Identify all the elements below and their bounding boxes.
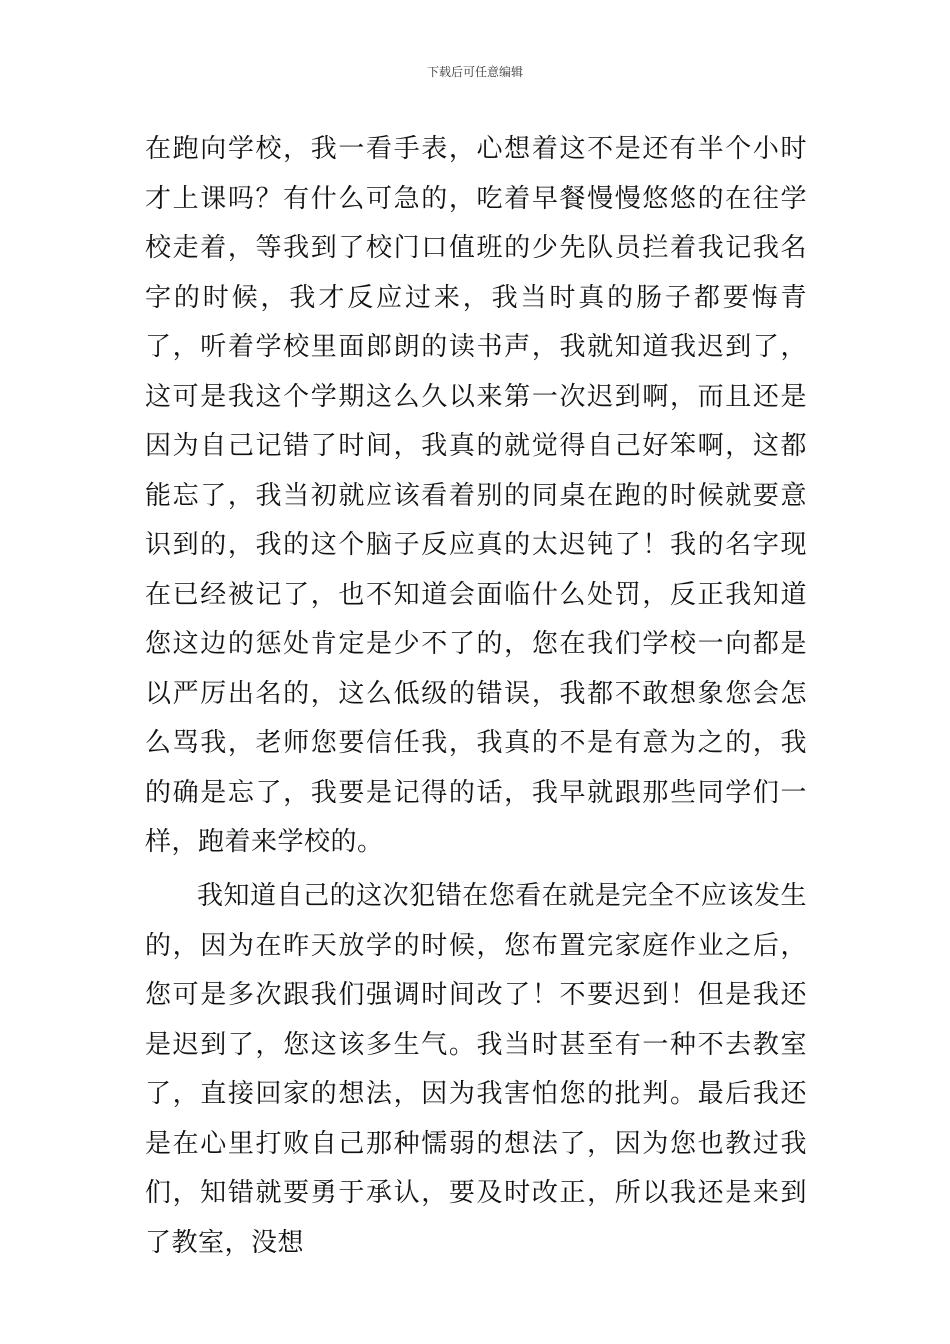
body-paragraph-1: 在跑向学校，我一看手表，心想着这不是还有半个小时才上课吗？有什么可急的，吃着早餐慢慢悠悠的在往学校走着，等我到了校门口值班的少先队员拦着我记我名字的时候，我才反应过来，我当时真的肠子都要悔青了，听着学校里面郎朗的读书声，我就知道我迟到了，这可是我这个学期这么久以来第一次迟到啊，而且还是因为自己记错了时间，我真的就觉得自己好笨啊，这都能忘了，我当初就应该看着别的同桌在跑的时候就要意识到的，我的这个脑子反应真的太迟钝了！我的名字现在已经被记了，也不知道会面临什么处罚，反正我知道您这边的惩处肯定是少不了的，您在我们学校一向都是以严厉出名的，这么低级的错误，我都不敢想象您会怎么骂我，老师您要信任我，我真的不是有意为之的，我的确是忘了，我要是记得的话，我早就跟那些同学们一样，跑着来学校的。 [145,134,807,857]
body-paragraph-2: 我知道自己的这次犯错在您看在就是完全不应该发生的，因为在昨天放学的时候，您布置完家庭作业之后，您可是多次跟我们强调时间改了！不要迟到！但是我还是迟到了，您这该多生气。我当时甚至有一种不去教室了，直接回家的想法，因为我害怕您的批判。最后我还是在心里打败自己那种懦弱的想法了，因为您也教过我们，知错就要勇于承认，要及时改正，所以我还是来到了教室，没想 [145,881,807,1258]
page-header-note: 下载后可任意编辑 [426,65,523,79]
